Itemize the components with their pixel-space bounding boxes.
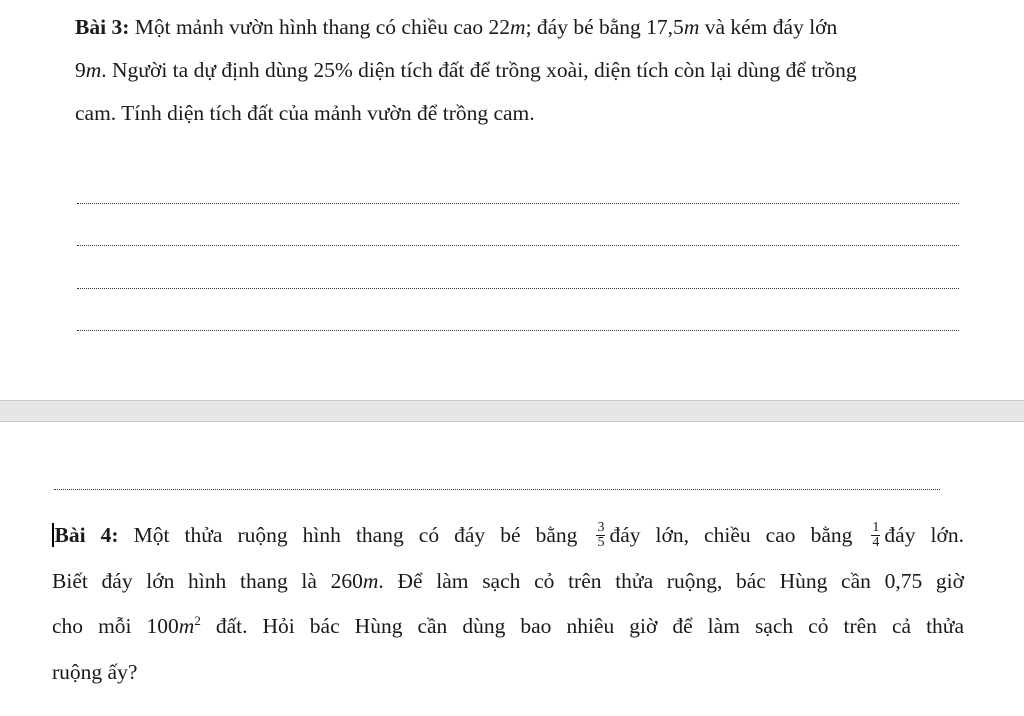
unit-m: m	[85, 58, 102, 82]
answer-dotted-line-1	[77, 203, 959, 204]
exercise-3-text-3: cam. Tính diện tích đất của mảnh vườn để trồng cam.	[75, 101, 535, 125]
unit-m: m	[683, 15, 700, 39]
exercise-3-text-1a: Một mảnh vườn hình thang có chiều cao 22	[129, 15, 511, 39]
exercise-3-paragraph	[75, 6, 985, 135]
fraction-one-fourth	[871, 521, 880, 550]
exercise-4-text-3b: đất. Hỏi bác Hùng cần dùng bao nhiêu giờ để làm sạch cỏ trên cả thửa	[200, 614, 964, 638]
exercise-4-text-1c: đáy lớn.	[884, 523, 964, 547]
exercise-4-text-1b: đáy lớn, chiều cao bằng	[609, 523, 853, 547]
unit-m: m	[178, 614, 195, 638]
answer-dotted-line-5	[54, 489, 940, 490]
answer-dotted-line-4	[77, 330, 959, 331]
exercise-4-text-1a: Một thửa ruộng hình thang có đáy bé bằng	[118, 523, 578, 547]
exercise-3-label: Bài 3:	[75, 15, 130, 39]
fraction-denominator: 4	[872, 534, 880, 550]
exercise-4-text-2b: . Để làm sạch cỏ trên thửa ruộng, bác Hùng cần 0,75 giờ	[378, 568, 964, 593]
exercise-4-paragraph	[52, 513, 964, 695]
exercise-4-text-4: ruộng ấy?	[52, 659, 138, 684]
exercise-3-text-1c: và kém đáy lớn	[699, 15, 838, 39]
unit-m: m	[362, 568, 379, 593]
fraction-numerator: 3	[597, 519, 605, 535]
text-cursor	[52, 523, 54, 547]
exercise-3-text-1b: ; đáy bé bằng 17,5	[525, 15, 684, 39]
exponent-2: 2	[194, 613, 201, 628]
unit-m: m	[510, 15, 526, 39]
exercise-3-text-2b: . Người ta dự định dùng 25% diện tích đất để trồng xoài, diện tích còn lại dùng để trồng	[101, 58, 857, 82]
page-separator	[0, 400, 1024, 422]
answer-dotted-line-2	[77, 245, 959, 246]
fraction-denominator: 5	[597, 534, 605, 550]
answer-dotted-line-3	[77, 288, 959, 289]
fraction-three-fifths	[596, 521, 605, 550]
exercise-4-text-2a: Biết đáy lớn hình thang là 260	[52, 568, 363, 593]
fraction-numerator: 1	[872, 519, 880, 535]
exercise-4-label: Bài 4:	[54, 523, 119, 547]
exercise-3-text-2a: 9	[75, 58, 86, 82]
exercise-4-text-3a: cho mỗi 100	[52, 614, 179, 638]
